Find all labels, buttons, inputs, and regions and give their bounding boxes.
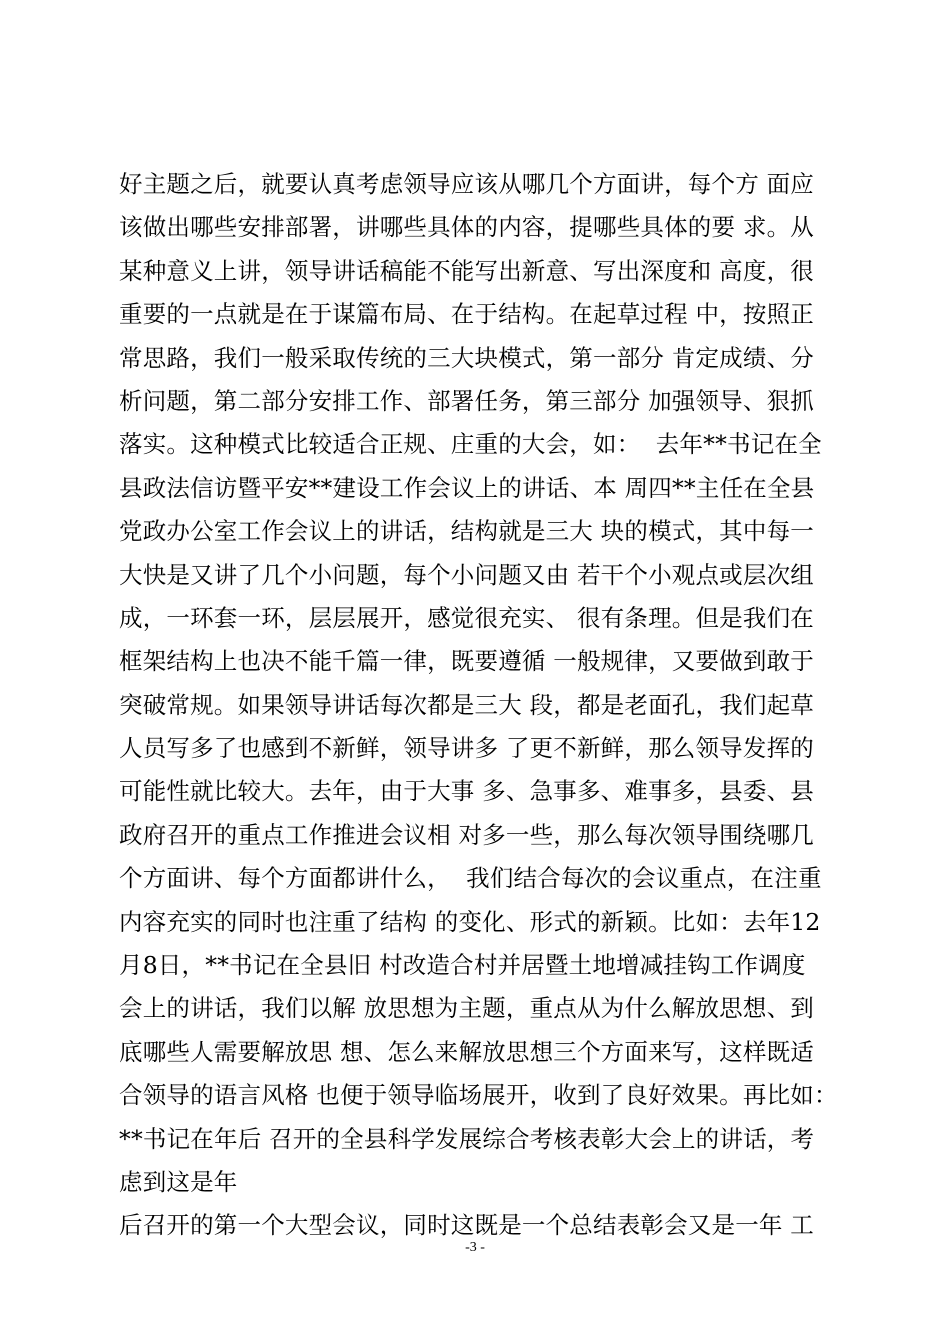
text-line: 大快是又讲了几个小问题，每个小问题又由 若干个小观点或层次组 <box>119 560 814 589</box>
text-line: 好主题之后，就要认真考虑领导应该从哪几个方面讲，每个方 面应 <box>119 170 814 198</box>
text-line: 底哪些人需要解放思 想、怎么来解放思想三个方面来写，这样既适 <box>119 1037 814 1066</box>
text-line: 落实。这种模式比较适合正规、庄重的大会，如： 去年**书记在全 <box>119 430 822 459</box>
text-line: 虑到这是年 <box>119 1167 238 1196</box>
text-line: 月8日，**书记在全县旧 村改造合村并居暨土地增减挂钩工作调度 <box>119 951 806 980</box>
text-line: 成，一环套一环，层层展开，感觉很充实、 很有条理。但是我们在 <box>119 603 814 632</box>
text-line: 可能性就比较大。去年，由于大事 多、急事多、难事多，县委、县 <box>119 777 814 806</box>
text-line: 析问题，第二部分安排工作、部署任务，第三部分 加强领导、狠抓 <box>119 386 814 415</box>
text-line: 该做出哪些安排部署，讲哪些具体的内容，提哪些具体的要 求。从 <box>119 213 814 242</box>
text-line: 某种意义上讲，领导讲话稿能不能写出新意、写出深度和 高度，很 <box>119 256 814 285</box>
text-line: 框架结构上也决不能千篇一律，既要遵循 一般规律，又要做到敢于 <box>119 647 814 676</box>
text-line: 党政办公室工作会议上的讲话，结构就是三大 块的模式，其中每一 <box>119 517 814 546</box>
text-line: 内容充实的同时也注重了结构 的变化、形式的新颖。比如：去年12 <box>119 907 821 936</box>
text-line: **书记在年后 召开的全县科学发展综合考核表彰大会上的讲话，考 <box>119 1124 815 1153</box>
text-line: 突破常规。如果领导讲话每次都是三大 段，都是老面孔，我们起草 <box>119 690 814 719</box>
text-line: 县政法信访暨平安**建设工作会议上的讲话、本 周四**主任在全县 <box>119 473 815 502</box>
text-line: 个方面讲、每个方面都讲什么， 我们结合每次的会议重点，在注重 <box>119 864 822 893</box>
text-line: 政府召开的重点工作推进会议相 对多一些，那么每次领导围绕哪几 <box>119 820 814 849</box>
text-line: 常思路，我们一般采取传统的三大块模式，第一部分 肯定成绩、分 <box>119 343 814 372</box>
text-line: 人员写多了也感到不新鲜，领导讲多 了更不新鲜，那么领导发挥的 <box>119 734 814 763</box>
text-line: 合领导的语言风格 也便于领导临场展开，收到了良好效果。再比如： <box>119 1081 838 1110</box>
text-line: 重要的一点就是在于谋篇布局、在于结构。在起草过程 中，按照正 <box>119 300 814 329</box>
body-text <box>119 163 849 1248</box>
text-line: 会上的讲话，我们以解 放思想为主题，重点从为什么解放思想、到 <box>119 994 814 1023</box>
text-line: 后召开的第一个大型会议，同时这既是一个总结表彰会又是一年 工 <box>119 1211 814 1240</box>
page-number: -3 - <box>465 1240 485 1255</box>
